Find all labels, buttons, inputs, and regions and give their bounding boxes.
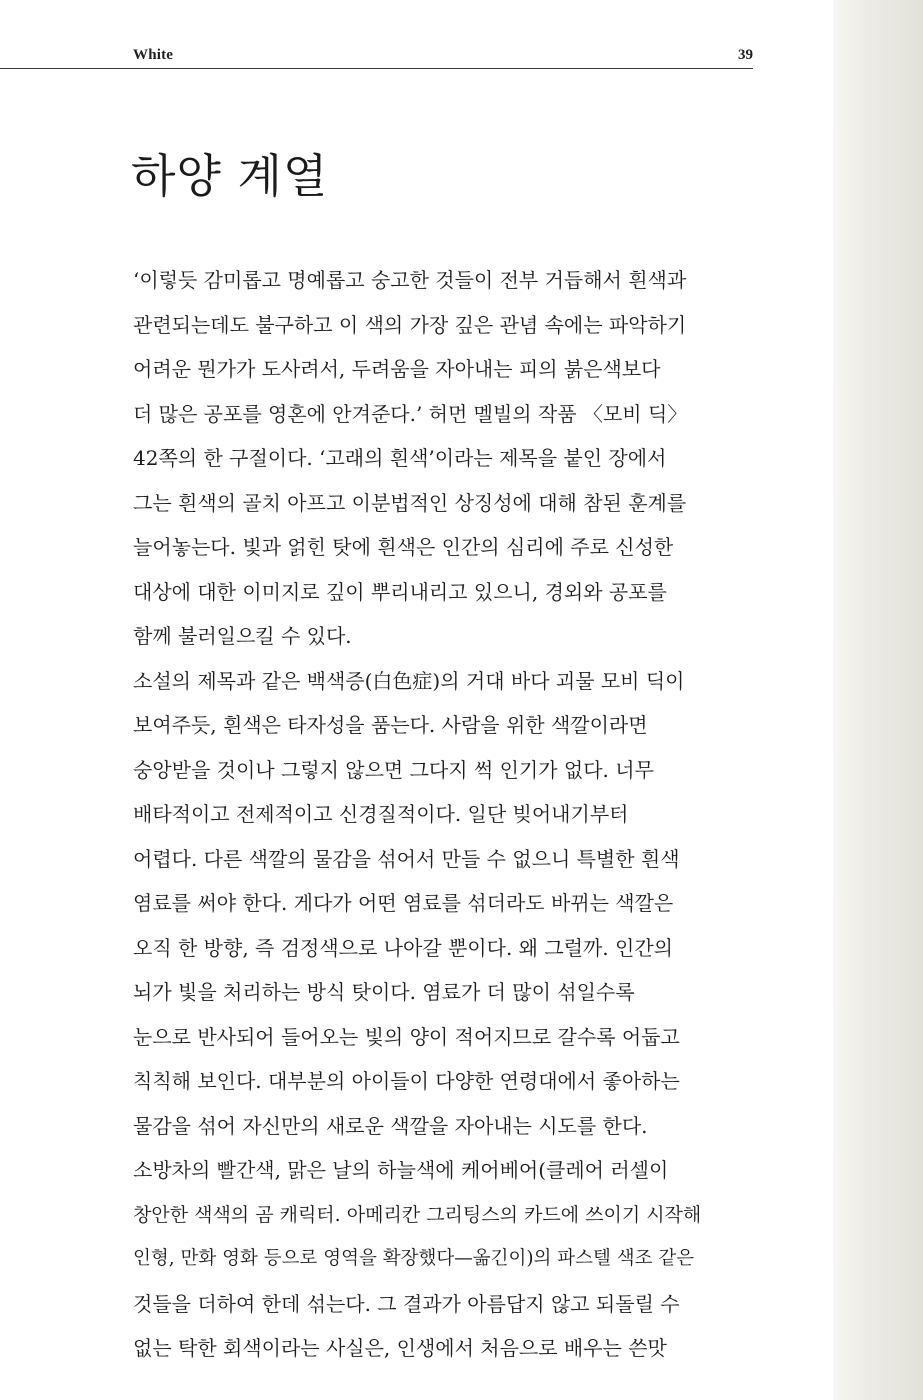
text-line: 없는 탁한 회색이라는 사실은, 인생에서 처음으로 배우는 쓴맛 bbox=[133, 1336, 667, 1360]
page-edge-shadow bbox=[833, 0, 923, 1400]
text-line: 칙칙해 보인다. 대부분의 아이들이 다양한 연령대에서 좋아하는 bbox=[133, 1069, 680, 1093]
text-line: 관련되는데도 불구하고 이 색의 가장 깊은 관념 속에는 파악하기 bbox=[133, 312, 687, 337]
text-line: 보여주듯, 흰색은 타자성을 품는다. 사람을 위한 색깔이라면 bbox=[133, 713, 648, 737]
text-line: 소방차의 빨간색, 맑은 날의 하늘색에 케어베어(클레어 러셀이 bbox=[133, 1158, 669, 1182]
text-line: 어렵다. 다른 색깔의 물감을 섞어서 만들 수 없으니 특별한 흰색 bbox=[133, 846, 680, 871]
text-line: 어려운 뭔가가 도사려서, 두려움을 자아내는 피의 붉은색보다 bbox=[133, 357, 661, 381]
text-line: 배타적이고 전제적이고 신경질적이다. 일단 빚어내기부터 bbox=[133, 802, 629, 826]
page-number: 39 bbox=[738, 47, 753, 63]
text-line: ‘이렇듯 감미롭고 명예롭고 숭고한 것들이 전부 거듭해서 흰색과 bbox=[133, 268, 687, 292]
header-rule bbox=[0, 68, 753, 69]
text-line: 함께 불러일으킬 수 있다. bbox=[133, 624, 352, 648]
running-head: White bbox=[133, 47, 174, 63]
text-line: 오직 한 방향, 즉 검정색으로 나아갈 뿐이다. 왜 그럴까. 인간의 bbox=[133, 935, 673, 960]
text-line: 소설의 제목과 같은 백색증(白色症)의 거대 바다 괴물 모비 딕이 bbox=[133, 668, 685, 693]
chapter-title: 하양 계열 bbox=[131, 149, 329, 203]
text-line: 뇌가 빛을 처리하는 방식 탓이다. 염료가 더 많이 섞일수록 bbox=[133, 980, 635, 1004]
text-line: 것들을 더하여 한데 섞는다. 그 결과가 아름답지 않고 되돌릴 수 bbox=[133, 1291, 680, 1316]
text-line: 42쪽의 한 구절이다. ‘고래의 흰색’이라는 제목을 붙인 장에서 bbox=[133, 446, 667, 470]
text-line: 늘어놓는다. 빛과 얽힌 탓에 흰색은 인간의 심리에 주로 신성한 bbox=[133, 535, 674, 559]
text-line: 창안한 색색의 곰 캐릭터. 아메리칸 그리팅스의 카드에 쓰이기 시작해 bbox=[133, 1203, 702, 1226]
text-line: 염료를 써야 한다. 게다가 어떤 염료를 섞더라도 바뀌는 색깔은 bbox=[133, 891, 674, 915]
text-line: 대상에 대한 이미지로 깊이 뿌리내리고 있으니, 경외와 공포를 bbox=[133, 579, 667, 604]
body-text bbox=[133, 258, 703, 1371]
text-line: 눈으로 반사되어 들어오는 빛의 양이 적어지므로 갈수록 어둡고 bbox=[133, 1024, 680, 1049]
text-line: 인형, 만화 영화 등으로 영역을 확장했다—옮긴이)의 파스텔 색조 같은 bbox=[133, 1248, 695, 1269]
text-line: 그는 흰색의 골치 아프고 이분법적인 상징성에 대해 참된 훈계를 bbox=[133, 490, 687, 515]
text-line: 더 많은 공포를 영혼에 안겨준다.’ 허먼 멜빌의 작품 〈모비 딕〉 bbox=[133, 401, 688, 426]
text-line: 물감을 섞어 자신만의 새로운 색깔을 자아내는 시도를 한다. bbox=[133, 1113, 648, 1138]
text-line: 숭앙받을 것이나 그렇지 않으면 그다지 썩 인기가 없다. 너무 bbox=[133, 757, 654, 782]
